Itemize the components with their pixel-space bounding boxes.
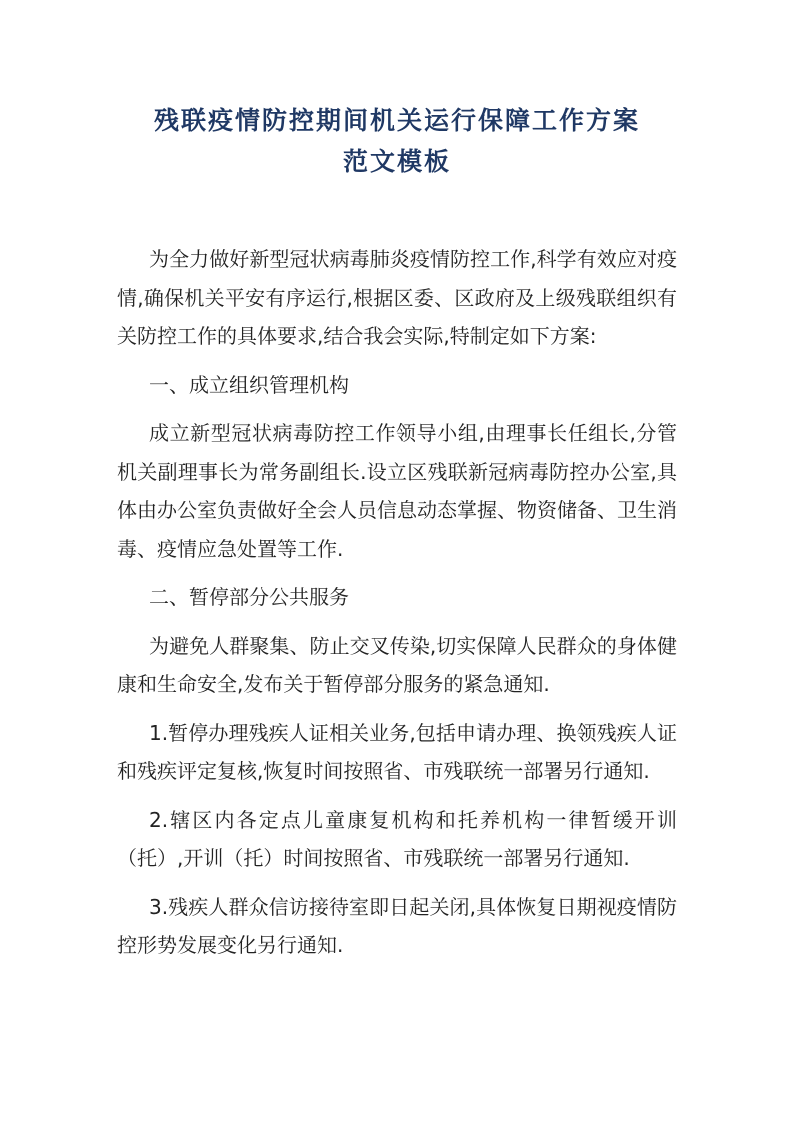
document-title-line-2: 范文模板 [342,147,451,176]
section-1-body: 成立新型冠状病毒防控工作领导小组,由理事长任组长,分管机关副理事长为常务副组长.设立区残联新冠病毒防控办公室,具体由办公室负责做好全会人员信息动态掌握、物资储备、卫生消毒、疫情应急处置等工作. [117,421,677,561]
list-item-2: 2.辖区内各定点儿童康复机构和托养机构一律暂缓开训（托）,开训（托）时间按照省、市残联统一部署另行通知. [117,807,677,870]
intro-paragraph: 为全力做好新型冠状病毒肺炎疫情防控工作,科学有效应对疫情,确保机关平安有序运行,根据区委、区政府及上级残联组织有关防控工作的具体要求,结合我会实际,特制定如下方案: [117,247,677,348]
list-item-1: 1.暂停办理残疾人证相关业务,包括申请办理、换领残疾人证和残疾评定复核,恢复时间按照省、市残联统一部署另行通知. [117,720,677,783]
document-title-line-1: 残联疫情防控期间机关运行保障工作方案 [153,106,640,135]
document-body [117,240,677,975]
section-2-heading: 二、暂停部分公共服务 [149,585,349,609]
section-2-body: 为避免人群聚集、防止交叉传染,切实保障人民群众的身体健康和生命安全,发布关于暂停部分服务的紧急通知. [117,633,677,696]
list-item-3: 3.残疾人群众信访接待室即日起关闭,具体恢复日期视疫情防控形势发展变化另行通知. [117,894,677,957]
section-1-heading: 一、成立组织管理机构 [149,372,349,397]
